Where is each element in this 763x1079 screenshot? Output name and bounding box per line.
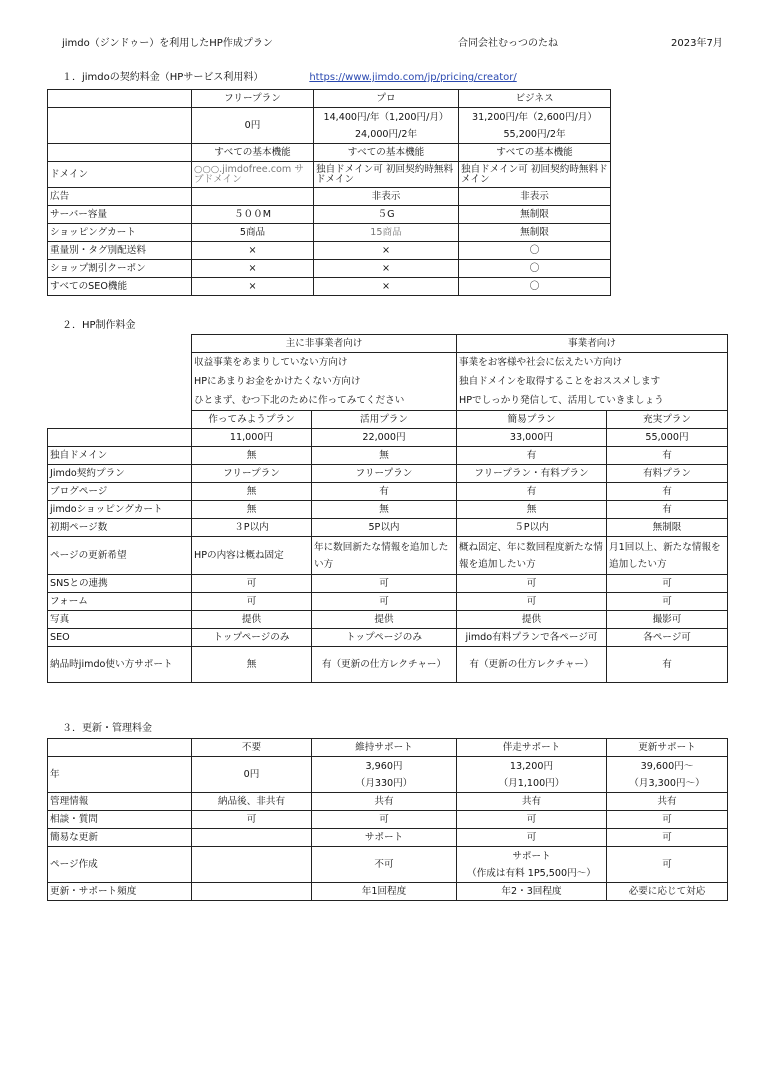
price-cell xyxy=(314,108,459,144)
table-cell: 撮影可 xyxy=(607,611,728,629)
table-cell: 可 xyxy=(607,811,728,829)
table-cell: 可 xyxy=(607,593,728,611)
table-cell: 概ね固定、年に数回程度新たな情報を追加したい方 xyxy=(457,537,607,575)
plan-header: ビジネス xyxy=(459,90,611,108)
table-cell: 無制限 xyxy=(459,224,611,242)
price-cell xyxy=(457,757,607,793)
table-cell: フリープラン・有料プラン xyxy=(457,465,607,483)
price-cell xyxy=(312,757,457,793)
price-line: （月3,300円～） xyxy=(629,777,705,789)
table-cell: 可 xyxy=(192,593,312,611)
desc-line: 事業をお客様や社会に伝えたい方向け xyxy=(459,357,623,368)
table-cell: 有料プラン xyxy=(607,465,728,483)
section1-heading xyxy=(62,72,517,85)
corner-cell xyxy=(48,90,192,108)
empty-cell xyxy=(48,144,192,162)
table-cell: 無 xyxy=(192,483,312,501)
table-cell: × xyxy=(192,278,314,296)
row-label: ショップ割引クーポン xyxy=(48,260,192,278)
table-cell: 15商品 xyxy=(314,224,459,242)
row-label: 独自ドメイン xyxy=(48,447,192,465)
blank-cell xyxy=(48,335,192,353)
blank-cell xyxy=(48,353,192,411)
price-cell xyxy=(607,757,728,793)
jimdo-pricing-table xyxy=(47,89,611,296)
table-cell: 独自ドメイン可 初回契約時無料ドメイン xyxy=(314,162,459,188)
table-cell: × xyxy=(314,278,459,296)
row-label: 相談・質問 xyxy=(48,811,192,829)
basic-features: すべての基本機能 xyxy=(192,144,314,162)
section3-title: ３．更新・管理料金 xyxy=(62,723,152,734)
table-cell: 無 xyxy=(192,501,312,519)
price-line: 31,200円/年（2,600円/月） xyxy=(471,111,598,123)
table-cell: 可 xyxy=(607,575,728,593)
table-cell: 年1回程度 xyxy=(312,883,457,901)
table-cell: 有（更新の仕方レクチャー） xyxy=(457,647,607,683)
table-cell: フリープラン xyxy=(192,465,312,483)
table-cell: × xyxy=(192,242,314,260)
row-label: 更新・サポート頻度 xyxy=(48,883,192,901)
plan-header: 活用プラン xyxy=(312,411,457,429)
table-cell: 非表示 xyxy=(459,188,611,206)
group-header-nonbusiness: 主に非事業者向け xyxy=(192,335,457,353)
price-line: 13,200円 xyxy=(509,760,554,772)
company-name: 合同会社むっつのたね xyxy=(458,38,558,49)
table-cell: 可 xyxy=(192,811,312,829)
hp-production-table xyxy=(47,334,728,683)
price-cell xyxy=(459,108,611,144)
plan-header: フリープラン xyxy=(192,90,314,108)
row-label: 納品時jimdo使い方サポート xyxy=(48,647,192,683)
table-cell: 納品後、非共有 xyxy=(192,793,312,811)
row-label: 重量別・タグ別配送料 xyxy=(48,242,192,260)
table-cell: ５００M xyxy=(192,206,314,224)
table-cell: 〇 xyxy=(459,260,611,278)
table-cell: ５G xyxy=(314,206,459,224)
table-cell: 可 xyxy=(312,593,457,611)
row-label: Jimdo契約プラン xyxy=(48,465,192,483)
section2-title: ２．HP制作料金 xyxy=(62,320,136,331)
row-label: ドメイン xyxy=(48,162,192,188)
document-date: 2023年7月 xyxy=(671,38,723,49)
plan-price: 22,000円 xyxy=(312,429,457,447)
row-label: ショッピングカート xyxy=(48,224,192,242)
blank-cell xyxy=(48,411,192,429)
row-label: SNSとの連携 xyxy=(48,575,192,593)
table-cell: 必要に応じて対応 xyxy=(607,883,728,901)
table-cell: 非表示 xyxy=(314,188,459,206)
corner-cell xyxy=(48,739,192,757)
price-cell: 0円 xyxy=(192,108,314,144)
price-line: 39,600円～ xyxy=(640,760,694,772)
row-label: サーバー容量 xyxy=(48,206,192,224)
table-cell: 有 xyxy=(457,447,607,465)
plan-price: 33,000円 xyxy=(457,429,607,447)
table-cell: 有 xyxy=(607,483,728,501)
desc-line: HPでしっかり発信して、活用していきましょう xyxy=(459,395,664,406)
table-cell: 可 xyxy=(312,575,457,593)
price-line: 55,200円/2年 xyxy=(503,128,566,140)
row-label: フォーム xyxy=(48,593,192,611)
table-cell: 可 xyxy=(457,575,607,593)
table-cell: 各ページ可 xyxy=(607,629,728,647)
table-cell: 〇 xyxy=(459,278,611,296)
table-cell: 可 xyxy=(457,593,607,611)
row-label: jimdoショッピングカート xyxy=(48,501,192,519)
table-cell: サポート xyxy=(312,829,457,847)
table-cell: 年2・3回程度 xyxy=(457,883,607,901)
table-cell: 独自ドメイン可 初回契約時無料ドメイン xyxy=(459,162,611,188)
table-cell: 可 xyxy=(457,829,607,847)
plan-price: 11,000円 xyxy=(192,429,312,447)
desc-line: 独自ドメインを取得することをおススメします xyxy=(459,376,661,387)
maintenance-table xyxy=(47,738,728,901)
table-cell: 有（更新の仕方レクチャー） xyxy=(312,647,457,683)
table-cell: 無 xyxy=(312,501,457,519)
desc-line: HPにあまりお金をかけたくない方向け xyxy=(194,376,361,387)
plan-header: 作ってみようプラン xyxy=(192,411,312,429)
desc-line: 収益事業をあまりしていない方向け xyxy=(194,357,348,368)
table-cell: トップページのみ xyxy=(192,629,312,647)
row-label: 簡易な更新 xyxy=(48,829,192,847)
pricing-link[interactable]: https://www.jimdo.com/jp/pricing/creator/ xyxy=(309,72,517,83)
table-cell: 有 xyxy=(607,501,728,519)
table-cell: × xyxy=(314,260,459,278)
table-cell: 有 xyxy=(607,447,728,465)
table-cell: 提供 xyxy=(192,611,312,629)
row-label: ページの更新希望 xyxy=(48,537,192,575)
row-label: SEO xyxy=(48,629,192,647)
table-cell: 無 xyxy=(312,447,457,465)
table-cell: 可 xyxy=(192,575,312,593)
table-cell: ３P以内 xyxy=(192,519,312,537)
table-cell: 可 xyxy=(457,811,607,829)
table-cell: 〇 xyxy=(459,242,611,260)
table-cell: 無 xyxy=(457,501,607,519)
plan-header: 充実プラン xyxy=(607,411,728,429)
row-label: 初期ページ数 xyxy=(48,519,192,537)
table-cell: 可 xyxy=(607,847,728,883)
table-cell: 提供 xyxy=(312,611,457,629)
cell-line: サポート xyxy=(512,850,551,862)
cell-line: （作成は有料 1P5,500円～） xyxy=(467,867,596,879)
table-cell: 可 xyxy=(312,811,457,829)
table-cell: 5商品 xyxy=(192,224,314,242)
row-label: すべてのSEO機能 xyxy=(48,278,192,296)
table-cell: フリープラン xyxy=(312,465,457,483)
group-description xyxy=(457,353,728,411)
table-cell: トップページのみ xyxy=(312,629,457,647)
table-cell: × xyxy=(314,242,459,260)
table-cell: 無制限 xyxy=(459,206,611,224)
table-cell: 有 xyxy=(312,483,457,501)
row-label: 年 xyxy=(48,757,192,793)
table-cell: 可 xyxy=(607,829,728,847)
price-line: 3,960円 xyxy=(365,760,403,772)
table-cell: ５P以内 xyxy=(457,519,607,537)
table-cell xyxy=(192,188,314,206)
price-cell: 0円 xyxy=(192,757,312,793)
section1-title: １．jimdoの契約料金（HPサービス利用料） xyxy=(62,72,264,83)
empty-cell xyxy=(48,429,192,447)
table-cell: 無制限 xyxy=(607,519,728,537)
plan-header: 簡易プラン xyxy=(457,411,607,429)
price-line: （月330円） xyxy=(355,777,413,789)
plan-header: 維持サポート xyxy=(312,739,457,757)
plan-header: 伴走サポート xyxy=(457,739,607,757)
price-line: 24,000円/2年 xyxy=(354,128,418,140)
basic-features: すべての基本機能 xyxy=(459,144,611,162)
plan-header: プロ xyxy=(314,90,459,108)
table-cell: 有 xyxy=(607,647,728,683)
table-cell: 月1回以上、新たな情報を追加したい方 xyxy=(607,537,728,575)
row-label: 管理情報 xyxy=(48,793,192,811)
table-cell: 有 xyxy=(457,483,607,501)
table-cell: 無 xyxy=(192,447,312,465)
row-label: ページ作成 xyxy=(48,847,192,883)
desc-line: ひとまず、むつ下北のために作ってみてください xyxy=(194,395,405,406)
group-header-business: 事業者向け xyxy=(457,335,728,353)
table-cell: 年に数回新たな情報を追加したい方 xyxy=(312,537,457,575)
table-cell: HPの内容は概ね固定 xyxy=(192,537,312,575)
table-cell: × xyxy=(192,260,314,278)
document-title: jimdo（ジンドゥー）を利用したHP作成プラン xyxy=(62,38,273,49)
table-cell: 5P以内 xyxy=(312,519,457,537)
plan-price: 55,000円 xyxy=(607,429,728,447)
table-cell: 共有 xyxy=(607,793,728,811)
table-cell: ○○○.jimdofree.com サブドメイン xyxy=(192,162,314,188)
table-cell xyxy=(192,829,312,847)
table-cell: 共有 xyxy=(312,793,457,811)
row-label: 広告 xyxy=(48,188,192,206)
table-cell xyxy=(192,883,312,901)
group-description xyxy=(192,353,457,411)
empty-cell xyxy=(192,847,312,883)
basic-features: すべての基本機能 xyxy=(314,144,459,162)
empty-cell xyxy=(48,108,192,144)
price-line: 14,400円/年（1,200円/月） xyxy=(323,111,449,123)
plan-header: 不要 xyxy=(192,739,312,757)
price-line: （月1,100円） xyxy=(498,777,565,789)
plan-header: 更新サポート xyxy=(607,739,728,757)
table-cell xyxy=(457,847,607,883)
table-cell: 共有 xyxy=(457,793,607,811)
row-label: 写真 xyxy=(48,611,192,629)
row-label: ブログページ xyxy=(48,483,192,501)
table-cell: 提供 xyxy=(457,611,607,629)
table-cell: 不可 xyxy=(312,847,457,883)
table-cell: jimdo有料プランで各ページ可 xyxy=(457,629,607,647)
table-cell: 無 xyxy=(192,647,312,683)
